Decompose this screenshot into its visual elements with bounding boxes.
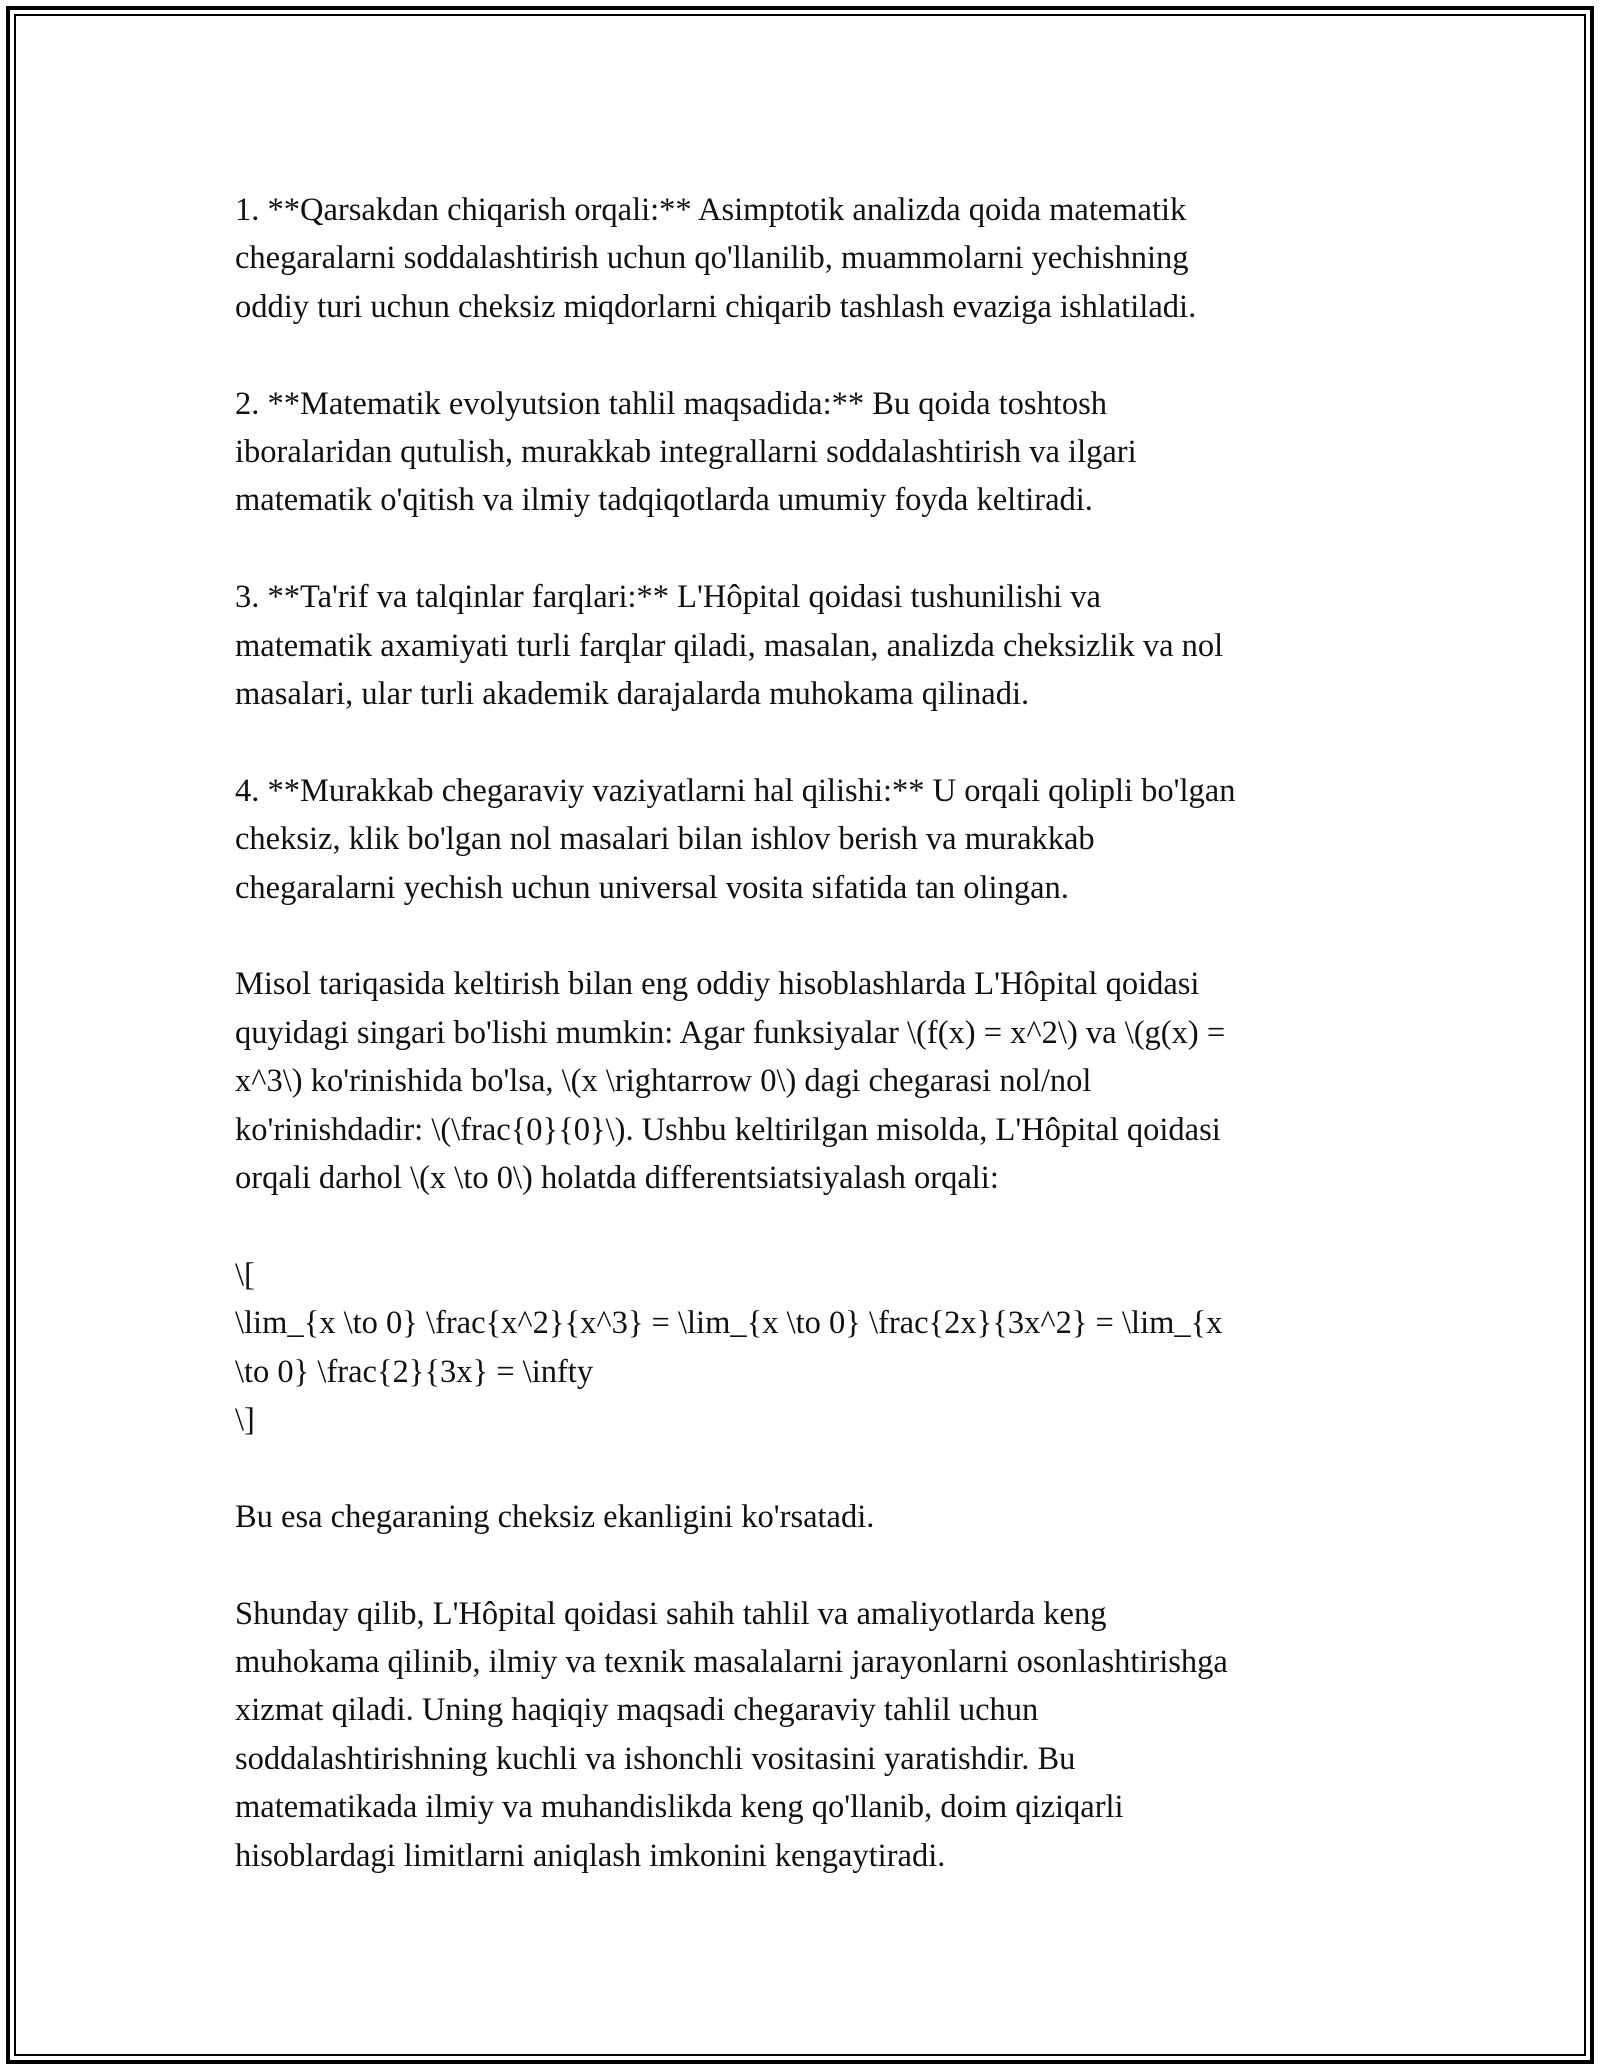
document-body <box>235 186 1375 1880</box>
list-item-2: 2. **Matematik evolyutsion tahlil maqsadida:** Bu qoida toshtosh iboralaridan qutulish, murakkab integrallarni soddalashtirish va ilgari matematik o'qitish va ilmiy tadqiqotlarda umumiy foyda keltiradi. <box>235 385 1137 519</box>
list-item-4: 4. **Murakkab chegaraviy vaziyatlarni hal qilishi:** U orqali qolipli bo'lgan cheksiz, klik bo'lgan nol masalari bilan ishlov berish va murakkab chegaralarni yechish uchun universal vosita sifatida tan olingan. <box>235 772 1236 906</box>
list-item-3: 3. **Ta'rif va talqinlar farqlari:** L'Hôpital qoidasi tushunilishi va matematik axamiyati turli farqlar qiladi, masalan, analizda cheksizlik va nol masalari, ular turli akademik darajalarda muhokama qilinadi. <box>235 579 1224 713</box>
conclusion-paragraph: Shunday qilib, L'Hôpital qoidasi sahih tahlil va amaliyotlarda keng muhokama qilinib, ilmiy va texnik masalalarni jarayonlarni osonlashtirishga xizmat qiladi. Uning haqiqiy maqsadi chegaraviy tahlil uchun soddalashtirishning kuchli va ishonchli vositasini yaratishdir. Bu matematikada ilmiy va muhandislikda keng qo'llanib, doim qiziqarli hisoblardagi limitlarni aniqlash imkonini kengaytiradi. <box>235 1595 1228 1874</box>
list-item-1: 1. **Qarsakdan chiqarish orqali:** Asimptotik analizda qoida matematik chegaralarni soddalashtirish uchun qo'llanilib, muammolarni yechishning oddiy turi uchun cheksiz miqdorlarni chiqarib tashlash evaziga ishlatiladi. <box>235 192 1197 325</box>
result-paragraph: Bu esa chegaraning cheksiz ekanligini ko'rsatadi. <box>235 1498 875 1535</box>
example-paragraph: Misol tariqasida keltirish bilan eng oddiy hisoblashlarda L'Hôpital qoidasi quyidagi singari bo'lishi mumkin: Agar funksiyalar \(f(x) = x^2\) va \(g(x) = x^3\) ko'rinishida bo'lsa, \(x \rightarrow 0\) dagi chegarasi nol/nol ko'rinishdadir: \(\frac{0}{0}\). Ushbu keltirilgan misolda, L'Hôpital qoidasi orqali darhol \(x \to 0\) holatda differentsiatsiyalash orqali: <box>235 966 1226 1197</box>
equation-block: \[ \lim_{x \to 0} \frac{x^2}{x^3} = \lim_{x \to 0} \frac{2x}{3x^2} = \lim_{x \to 0} \frac{2}{3x} = \infty \] <box>235 1256 1223 1439</box>
